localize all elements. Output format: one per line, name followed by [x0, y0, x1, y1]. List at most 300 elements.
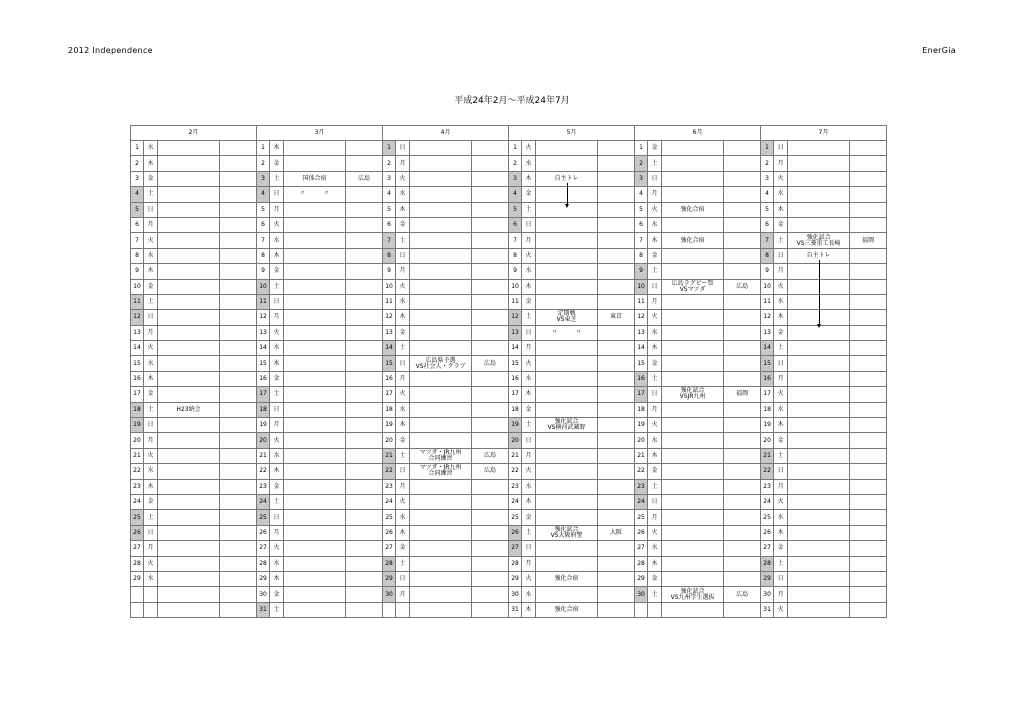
day-weekday: 日	[396, 571, 410, 586]
day-place	[220, 556, 257, 571]
day-place	[598, 141, 635, 156]
day-event	[410, 141, 472, 156]
day-event	[410, 571, 472, 586]
day-event	[158, 217, 220, 232]
day-event	[536, 187, 598, 202]
month-header-row	[131, 126, 887, 141]
day-event	[158, 602, 220, 617]
day-number: 25	[383, 510, 396, 525]
day-weekday: 日	[648, 171, 662, 186]
day-weekday: 金	[270, 479, 284, 494]
doc-header-right: EnerGia	[922, 46, 956, 55]
day-number: 4	[131, 187, 144, 202]
day-event	[788, 279, 850, 294]
day-weekday: 木	[144, 156, 158, 171]
day-weekday: 月	[774, 371, 788, 386]
day-place	[724, 156, 761, 171]
day-number: 22	[635, 464, 648, 479]
day-place	[346, 217, 383, 232]
day-weekday: 日	[270, 187, 284, 202]
day-weekday: 木	[144, 264, 158, 279]
day-number: 17	[131, 387, 144, 402]
day-place	[346, 341, 383, 356]
day-place	[472, 325, 509, 340]
day-weekday: 木	[270, 571, 284, 586]
day-event	[410, 294, 472, 309]
day-place	[850, 217, 887, 232]
day-weekday: 水	[522, 371, 536, 386]
day-weekday: 日	[270, 294, 284, 309]
day-weekday: 日	[522, 217, 536, 232]
day-weekday: 木	[774, 202, 788, 217]
day-event	[284, 510, 346, 525]
day-weekday: 火	[144, 448, 158, 463]
day-weekday: 金	[396, 541, 410, 556]
day-number: 29	[761, 571, 774, 586]
day-event	[158, 202, 220, 217]
day-place: 福岡	[724, 387, 761, 402]
day-weekday: 日	[270, 402, 284, 417]
day-place	[850, 171, 887, 186]
day-place	[724, 510, 761, 525]
day-place	[346, 525, 383, 540]
day-number: 4	[761, 187, 774, 202]
day-place	[598, 418, 635, 433]
day-event	[158, 325, 220, 340]
day-number: 27	[383, 541, 396, 556]
day-number: 5	[257, 202, 270, 217]
day-event	[788, 141, 850, 156]
day-number: 6	[509, 217, 522, 232]
day-number: 7	[635, 233, 648, 248]
day-place	[346, 433, 383, 448]
day-event	[284, 402, 346, 417]
day-place	[472, 187, 509, 202]
day-number: 10	[257, 279, 270, 294]
day-number: 4	[257, 187, 270, 202]
day-event	[284, 525, 346, 540]
day-number: 28	[635, 556, 648, 571]
day-place	[346, 479, 383, 494]
day-weekday: 月	[396, 587, 410, 602]
day-event	[410, 156, 472, 171]
day-number: 16	[509, 371, 522, 386]
day-weekday: 木	[648, 233, 662, 248]
day-place	[724, 433, 761, 448]
day-weekday: 金	[522, 187, 536, 202]
day-number: 19	[383, 418, 396, 433]
table-row	[131, 325, 887, 340]
day-weekday: 月	[774, 479, 788, 494]
day-event-text: 〃 〃	[299, 190, 330, 198]
day-weekday: 火	[396, 279, 410, 294]
day-event	[536, 341, 598, 356]
day-number: 17	[635, 387, 648, 402]
day-number: 1	[131, 141, 144, 156]
day-number: 27	[257, 541, 270, 556]
day-weekday: 土	[774, 556, 788, 571]
day-number: 23	[509, 479, 522, 494]
day-event-text: 強化合宿	[554, 575, 579, 583]
day-number: 18	[383, 402, 396, 417]
day-event	[662, 387, 724, 402]
day-event	[788, 264, 850, 279]
day-number: 15	[635, 356, 648, 371]
day-number: 5	[635, 202, 648, 217]
month-header-6: 7月	[761, 126, 887, 141]
day-weekday: 土	[396, 233, 410, 248]
day-place	[598, 494, 635, 509]
day-weekday: 水	[522, 156, 536, 171]
day-place	[346, 264, 383, 279]
day-event-text: 自主トレ	[806, 251, 831, 259]
day-event	[662, 171, 724, 186]
day-weekday: 水	[774, 294, 788, 309]
day-weekday: 火	[648, 418, 662, 433]
day-place	[472, 279, 509, 294]
day-place	[724, 479, 761, 494]
day-weekday: 金	[270, 587, 284, 602]
day-event	[284, 341, 346, 356]
day-event	[788, 156, 850, 171]
day-place	[472, 233, 509, 248]
day-number: 9	[635, 264, 648, 279]
day-weekday: 木	[522, 171, 536, 186]
day-event	[788, 418, 850, 433]
day-number: 1	[761, 141, 774, 156]
table-row	[131, 294, 887, 309]
day-number: 1	[635, 141, 648, 156]
day-place	[346, 587, 383, 602]
day-event	[536, 248, 598, 263]
day-number: 29	[257, 571, 270, 586]
day-weekday: 水	[522, 479, 536, 494]
day-event	[536, 464, 598, 479]
day-place	[598, 587, 635, 602]
day-event	[662, 156, 724, 171]
day-place: 広島	[346, 171, 383, 186]
day-number: 20	[635, 433, 648, 448]
day-weekday: 火	[648, 310, 662, 325]
day-number: 12	[761, 310, 774, 325]
day-event	[284, 187, 346, 202]
day-number: 2	[509, 156, 522, 171]
day-event-text: マツダ・JR九州 合同練習	[419, 449, 462, 462]
table-row	[131, 602, 887, 617]
day-number: 8	[509, 248, 522, 263]
day-place	[472, 141, 509, 156]
day-place	[346, 602, 383, 617]
day-event	[284, 541, 346, 556]
day-event	[788, 325, 850, 340]
day-place	[220, 418, 257, 433]
day-event	[410, 341, 472, 356]
day-event	[410, 171, 472, 186]
day-weekday	[144, 602, 158, 617]
day-number: 23	[131, 479, 144, 494]
day-place	[220, 587, 257, 602]
day-number: 2	[761, 156, 774, 171]
day-number: 25	[131, 510, 144, 525]
day-weekday: 日	[774, 248, 788, 263]
day-number: 1	[509, 141, 522, 156]
day-place	[346, 571, 383, 586]
day-place	[724, 264, 761, 279]
day-place	[220, 479, 257, 494]
day-event	[788, 479, 850, 494]
day-number: 8	[383, 248, 396, 263]
day-weekday: 水	[270, 341, 284, 356]
day-weekday: 金	[270, 264, 284, 279]
day-number: 2	[131, 156, 144, 171]
day-weekday: 火	[144, 556, 158, 571]
day-weekday: 日	[522, 541, 536, 556]
day-number: 21	[761, 448, 774, 463]
day-number: 13	[257, 325, 270, 340]
day-weekday: 水	[396, 294, 410, 309]
table-row	[131, 310, 887, 325]
day-number: 21	[257, 448, 270, 463]
day-event	[284, 310, 346, 325]
day-event	[536, 294, 598, 309]
day-weekday: 月	[648, 510, 662, 525]
day-number: 9	[257, 264, 270, 279]
day-weekday: 土	[270, 279, 284, 294]
day-weekday: 月	[522, 448, 536, 463]
day-weekday: 金	[774, 325, 788, 340]
day-place	[850, 556, 887, 571]
day-event	[788, 433, 850, 448]
day-weekday: 火	[522, 356, 536, 371]
day-place	[346, 541, 383, 556]
day-number: 23	[761, 479, 774, 494]
day-weekday: 日	[774, 356, 788, 371]
day-place	[220, 171, 257, 186]
day-number: 18	[635, 402, 648, 417]
day-place	[346, 402, 383, 417]
day-event	[158, 494, 220, 509]
day-number: 24	[635, 494, 648, 509]
day-number: 22	[509, 464, 522, 479]
day-event-text: 強化試合 VS三菱重工長崎	[796, 233, 841, 247]
day-number: 2	[257, 156, 270, 171]
day-number	[131, 587, 144, 602]
day-place	[724, 217, 761, 232]
day-weekday: 日	[648, 494, 662, 509]
day-event	[284, 494, 346, 509]
day-place	[724, 187, 761, 202]
day-number: 9	[761, 264, 774, 279]
day-place	[472, 294, 509, 309]
day-event	[662, 325, 724, 340]
day-event	[536, 356, 598, 371]
day-place	[220, 325, 257, 340]
day-event	[284, 233, 346, 248]
day-number: 29	[509, 571, 522, 586]
day-event	[662, 571, 724, 586]
day-place	[850, 448, 887, 463]
day-event	[536, 310, 598, 325]
day-place	[220, 464, 257, 479]
day-number: 14	[509, 341, 522, 356]
day-place	[220, 402, 257, 417]
table-row	[131, 156, 887, 171]
day-place	[220, 571, 257, 586]
day-weekday: 土	[396, 556, 410, 571]
day-weekday: 金	[396, 325, 410, 340]
day-weekday: 水	[396, 187, 410, 202]
day-weekday: 金	[774, 217, 788, 232]
day-event	[788, 294, 850, 309]
day-event	[284, 602, 346, 617]
day-number: 20	[131, 433, 144, 448]
day-weekday: 水	[144, 464, 158, 479]
day-event	[410, 602, 472, 617]
day-event	[788, 525, 850, 540]
day-event	[284, 479, 346, 494]
day-place	[598, 402, 635, 417]
day-weekday: 金	[648, 464, 662, 479]
day-number: 22	[383, 464, 396, 479]
day-number: 5	[131, 202, 144, 217]
day-place	[472, 433, 509, 448]
day-place	[850, 371, 887, 386]
day-number: 23	[635, 479, 648, 494]
day-event	[410, 325, 472, 340]
day-place	[850, 541, 887, 556]
day-number: 17	[383, 387, 396, 402]
day-event	[410, 433, 472, 448]
day-weekday: 月	[396, 156, 410, 171]
day-event	[788, 171, 850, 186]
day-weekday: 火	[774, 279, 788, 294]
day-number: 28	[131, 556, 144, 571]
day-number: 30	[509, 587, 522, 602]
day-weekday: 土	[270, 602, 284, 617]
day-number: 7	[257, 233, 270, 248]
day-event	[788, 494, 850, 509]
month-header-1: 2月	[131, 126, 257, 141]
day-place	[598, 371, 635, 386]
day-event	[284, 217, 346, 232]
day-place	[220, 448, 257, 463]
day-place: 福岡	[850, 233, 887, 248]
day-number: 21	[383, 448, 396, 463]
day-number: 14	[761, 341, 774, 356]
day-event	[410, 217, 472, 232]
day-place	[346, 494, 383, 509]
day-event-text: 自主トレ	[554, 174, 579, 182]
day-place	[598, 156, 635, 171]
day-event	[536, 494, 598, 509]
day-event	[158, 541, 220, 556]
day-weekday: 水	[774, 187, 788, 202]
day-weekday: 木	[144, 371, 158, 386]
day-weekday: 日	[144, 202, 158, 217]
day-place	[472, 556, 509, 571]
day-number: 29	[383, 571, 396, 586]
day-weekday: 水	[396, 402, 410, 417]
day-event	[788, 341, 850, 356]
day-event	[662, 556, 724, 571]
day-event	[788, 387, 850, 402]
day-event	[158, 556, 220, 571]
day-number	[383, 602, 396, 617]
day-place	[724, 541, 761, 556]
day-place	[346, 233, 383, 248]
day-weekday: 木	[270, 356, 284, 371]
day-weekday: 月	[522, 341, 536, 356]
day-weekday: 火	[774, 494, 788, 509]
day-event	[662, 233, 724, 248]
day-weekday: 土	[522, 418, 536, 433]
day-weekday: 火	[396, 494, 410, 509]
day-place	[472, 541, 509, 556]
day-place	[472, 341, 509, 356]
day-event	[536, 279, 598, 294]
day-weekday: 木	[522, 279, 536, 294]
day-weekday: 日	[774, 141, 788, 156]
day-event	[410, 464, 472, 479]
day-place	[598, 571, 635, 586]
day-event	[536, 217, 598, 232]
day-number: 24	[761, 494, 774, 509]
day-place	[850, 479, 887, 494]
day-weekday: 月	[648, 187, 662, 202]
day-event	[410, 479, 472, 494]
day-place	[346, 156, 383, 171]
day-place	[850, 156, 887, 171]
day-place	[346, 448, 383, 463]
day-event	[536, 541, 598, 556]
day-event	[788, 233, 850, 248]
day-place	[598, 294, 635, 309]
day-weekday: 火	[774, 387, 788, 402]
day-weekday: 土	[648, 156, 662, 171]
day-number: 19	[635, 418, 648, 433]
day-weekday: 火	[774, 171, 788, 186]
day-event	[284, 141, 346, 156]
table-row	[131, 402, 887, 417]
day-place	[850, 187, 887, 202]
day-weekday: 火	[270, 325, 284, 340]
day-event	[788, 402, 850, 417]
day-event	[410, 418, 472, 433]
day-event	[410, 387, 472, 402]
day-place	[724, 525, 761, 540]
table-row	[131, 264, 887, 279]
day-place	[724, 556, 761, 571]
day-place: 広島	[472, 448, 509, 463]
table-row	[131, 141, 887, 156]
day-number: 25	[761, 510, 774, 525]
day-place	[598, 171, 635, 186]
day-place	[598, 479, 635, 494]
day-event	[536, 141, 598, 156]
day-event	[410, 541, 472, 556]
day-place	[598, 464, 635, 479]
day-weekday: 木	[522, 494, 536, 509]
day-event	[410, 402, 472, 417]
day-number: 8	[131, 248, 144, 263]
day-event-text: 強化合宿	[680, 205, 705, 213]
day-event-text: 強化試合 VSJR九州	[679, 387, 706, 401]
day-number: 3	[509, 171, 522, 186]
day-weekday: 木	[270, 248, 284, 263]
day-number: 24	[257, 494, 270, 509]
day-event	[284, 356, 346, 371]
schedule-table	[130, 125, 887, 618]
